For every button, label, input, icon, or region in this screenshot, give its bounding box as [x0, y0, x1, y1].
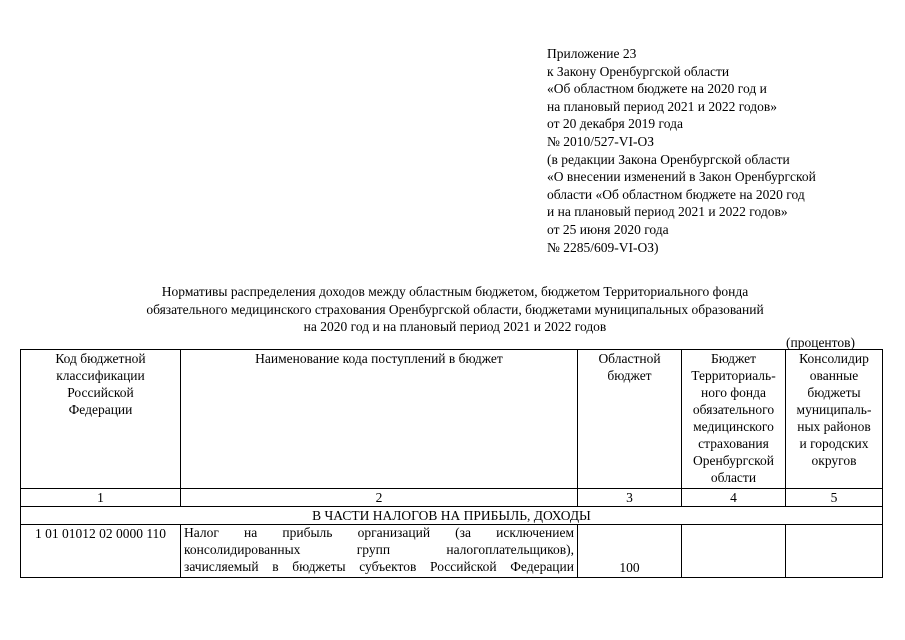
title-line: Нормативы распределения доходов между областным бюджетом, бюджетом Территориального фонда [161, 284, 749, 299]
appendix-line: к Закону Оренбургской области [547, 63, 730, 79]
units-label: (процентов) [786, 335, 856, 350]
tfoms-budget-value [682, 525, 786, 578]
header-tfoms-budget: Бюджет Территориаль- ного фонда обязательного медицинского страхования Оренбургской области [682, 350, 786, 489]
appendix-line: области «Об областном бюджете на 2020 год [547, 186, 805, 202]
document-title [60, 283, 850, 336]
section-row [21, 507, 883, 525]
appendix-line: «Об областном бюджете на 2020 год и [547, 81, 767, 97]
section-title: В ЧАСТИ НАЛОГОВ НА ПРИБЫЛЬ, ДОХОДЫ [21, 507, 883, 525]
title-line: обязательного медицинского страхования Оренбургской области, бюджетами муниципальных образований [146, 301, 764, 317]
column-number: 4 [682, 489, 786, 507]
appendix-line: от 20 декабря 2019 года [547, 116, 683, 132]
appendix-line: № 2285/609-VI-ОЗ) [547, 239, 659, 255]
appendix-header [547, 45, 887, 256]
column-number: 2 [181, 489, 578, 507]
revenue-name: Налог на прибыль организаций (за исключением консолидированных групп налогоплательщиков), зачисляемый в бюджеты субъектов Российской Федерации [181, 525, 578, 578]
budget-code: 1 01 01012 02 0000 110 [21, 525, 181, 578]
header-row [21, 350, 883, 489]
appendix-line: (в редакции Закона Оренбургской области [547, 151, 790, 167]
header-municipal-budgets: Консолидир ованные бюджеты муниципаль- ных районов и городских округов [786, 350, 883, 489]
regional-budget-value: 100 [578, 525, 682, 578]
appendix-line: № 2010/527-VI-ОЗ [547, 133, 655, 149]
table-row [21, 525, 883, 578]
header-name: Наименование кода поступлений в бюджет [181, 350, 578, 489]
column-number: 1 [21, 489, 181, 507]
header-regional-budget: Областной бюджет [578, 350, 682, 489]
appendix-line: на плановый период 2021 и 2022 годов» [547, 98, 778, 114]
header-code: Код бюджетной классификации Российской Федерации [21, 350, 181, 489]
column-number: 3 [578, 489, 682, 507]
title-line: на 2020 год и на плановый период 2021 и 2022 годов [303, 319, 607, 334]
column-number-row [21, 489, 883, 507]
appendix-line: Приложение 23 [547, 46, 637, 61]
appendix-line: от 25 июня 2020 года [547, 221, 669, 237]
column-number: 5 [786, 489, 883, 507]
municipal-budget-value [786, 525, 883, 578]
appendix-line: и на плановый период 2021 и 2022 годов» [547, 204, 788, 220]
appendix-line: «О внесении изменений в Закон Оренбургской [547, 169, 816, 185]
norms-table [20, 349, 883, 578]
